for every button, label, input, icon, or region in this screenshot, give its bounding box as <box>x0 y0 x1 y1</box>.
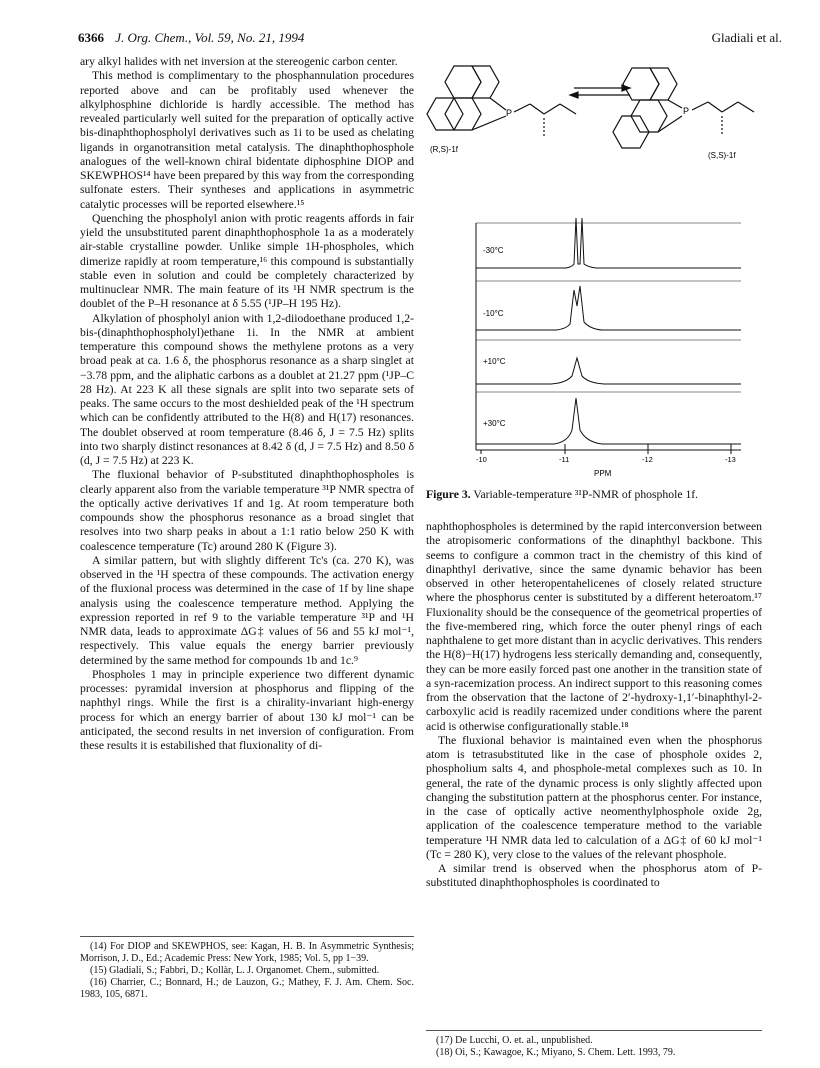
axis-label-ppm: PPM <box>594 469 612 478</box>
footnote: (18) Oi, S.; Kawagoe, K.; Miyano, S. Chem. Lett. 1993, 79. <box>436 1047 676 1058</box>
footnote-rule <box>80 936 414 937</box>
body-paragraph: This method is complimentary to the phosphannulation procedures reported above and can be profitably used whenever the alkylphosphine dichloride is hardly accessible. The method has revealed particularly well suited for the preparation of optically active bis-dinaphthophospholyl derivatives such as 1i to be used as chelating ligands in organotransition metal catalysis. The dinaphthophosphole analogues of the well-known chiral bidentate diphosphine DIOP and SKEWPHOS¹⁴ have been prepared by this way from the corresponding sulfonate esters. Their syntheses and applications in asymmetric catalytic processes will be reported elsewhere.¹⁵ <box>80 69 414 211</box>
footnote: (15) Gladiali, S.; Fabbri, D.; Kollàr, L. J. Organomet. Chem., submitted. <box>90 965 380 976</box>
temp-label-plus-10: +10°C <box>483 357 506 366</box>
caption-label: Figure 3. <box>426 488 471 501</box>
body-paragraph: The fluxional behavior of P-substituted dinaphthophospholes is clearly apparent also from the variable temperature ³¹P NMR spectra of the optically active derivatives 1f and 1g. At room temperature both compounds show the phosphorus resonance as a broad singlet that resolves into two sharp peaks in about a 1:1 ratio below 250 K with coalescence temperature (Tc) around 280 K (Figure 3). <box>80 468 414 553</box>
phosphorus-atom-right: P <box>683 106 690 116</box>
page-number: 6366 <box>78 30 104 45</box>
figure-3-graphic <box>426 58 762 498</box>
structure-r-s-1f <box>427 66 576 138</box>
footnotes-left <box>80 936 414 1001</box>
body-paragraph: A similar trend is observed when the phosphorus atom of P-substituted dinaphthophospholes is coordinated to <box>426 862 762 890</box>
structure-label-right: (S,S)-1f <box>708 151 736 160</box>
temp-label-plus-30: +30°C <box>483 419 506 428</box>
footnote: (17) De Lucchi, O. et. al., unpublished. <box>436 1035 593 1046</box>
body-paragraph: Alkylation of phospholyl anion with 1,2-diiodoethane produced 1,2-bis-(dinaphthophospholyl)ethane 1i. In the NMR at ambient temperature this compound shows the methylene protons as a very broad peak at ca. 1.6 δ, the phosphorus resonance as a sharp singlet at −3.78 ppm, and the aliphatic carbons as a doublet at 21.27 ppm (¹JP–C 28 Hz). At 223 K all these signals are split into two separate sets of peaks. The same occurs to the most deshielded peak of the ¹H spectrum which can be confidently attributed to the H(8) and H(17) resonances. The doublet observed at room temperature (8.46 δ, J = 7.5 Hz) splits into two sharply distinct resonances at 8.42 δ (d, J = 7.5 Hz) and 8.50 δ (d, J = 7.5 Hz) at 223 K. <box>80 311 415 467</box>
body-paragraph: ary alkyl halides with net inversion at the stereogenic carbon center. <box>80 55 398 68</box>
trace-minus-10 <box>476 286 741 330</box>
phosphorus-atom-left: P <box>506 108 513 118</box>
axis-tick-10: -10 <box>476 455 487 464</box>
footnote: (16) Charrier, C.; Bonnard, H.; de Lauzon, G.; Mathey, F. J. Am. Chem. Soc. 1983, 105, 6871. <box>80 977 414 1000</box>
body-paragraph: naphthophospholes is determined by the rapid interconversion between the atropisomeric conformations of the dinaphthyl backbone. This seems to configure a common tract in the chemistry of this kind of dinaphthyl derivative, since the same dynamic behavior has been observed in other heteropentahelicenes of closely related structure where the phosphorus center is substituted by a different heteroatom.¹⁷ Fluxionality should be the consequence of the geometrical properties of the five-membered ring, which force the outer phenyl rings of each naphthalene to get more distant than in acyclic derivatives. This renders the H(8)−H(17) hydrogens less sterically demanding and, consequently, they can be more easily forced past one another in the transition state of a syn-racemization process. An indirect support to this reasoning comes from the observation that the lactone of 2′-hydroxy-1,1′-binaphthyl-2-carboxylic acid is readily racemized under conditions where the parent acid is otherwise configurationally stable.¹⁸ <box>426 520 762 733</box>
axis-tick-13: -13 <box>725 455 736 464</box>
footnotes-right <box>426 1030 762 1059</box>
trace-plus-10 <box>476 358 741 384</box>
body-paragraph: The fluxional behavior is maintained even when the phosphorus atom is tetrasubstituted like in the case of phosphole oxides 2, phospholium salts 4, and phosphole-metal complexes such as 10. In general, the rate of the dynamic process is only slightly affected upon changing the substitution pattern at the phosphorus center. For instance, in the case of optically active neomenthylphosphole oxide 2g, application of the coalescence temperature method to the variable temperature ¹H NMR data led to calculation of a ΔG‡ of 60 kJ mol⁻¹ (Tc = 280 K), very close to the values of the relevant phosphole. <box>426 733 762 861</box>
left-column <box>80 55 414 753</box>
body-paragraph: Quenching the phospholyl anion with protic reagents affords in fair yield the unsubstituted parent dinaphthophosphole 1a as a moderately air-stable crystalline powder. Unlike simple 1H-phospholes, which dimerize rapidly at room temperature,¹⁶ this compound is substantially stable even in solution and could be completely characterized by multinuclear NMR. The main feature of its ¹H NMR spectrum is the doublet of the P–H resonance at δ 5.55 (¹JP–H 195 Hz). <box>80 211 414 311</box>
caption-text: Variable-temperature ³¹P-NMR of phosphole 1f. <box>473 488 699 501</box>
journal-citation: J. Org. Chem., Vol. 59, No. 21, 1994 <box>115 30 305 45</box>
footnote-rule <box>426 1030 762 1031</box>
axis-tick-12: -12 <box>642 455 653 464</box>
footnote: (14) For DIOP and SKEWPHOS, see: Kagan, H. B. In Asymmetric Synthesis; Morrison, J. D., Ed.; Academic Press: New York, 1985; Vol. 5, pp 1−39. <box>80 941 414 964</box>
body-paragraph: A similar pattern, but with slightly different Tc's (ca. 270 K), was observed in the ¹H spectra of these compounds. The activation energy of the fluxional process was determined in the case of 1f by line shape analysis using the coalescence temperature method. Applying the expression reported in ref 9 to the variable temperature ³¹P and ¹H NMR data, leads to approximate ΔG‡ values of 56 and 55 kJ mol⁻¹, respectively. This value equals the energy barrier previously determined by the same method for compounds 1b and 1c.⁹ <box>80 553 414 667</box>
figure-caption <box>426 488 762 502</box>
running-header <box>78 30 782 48</box>
figure-3 <box>426 58 762 498</box>
nmr-spectra-frame <box>476 223 741 450</box>
axis-tick-11: -11 <box>559 455 570 464</box>
temp-label-minus-30: -30°C <box>483 246 504 255</box>
nmr-spectrum-traces <box>476 218 741 444</box>
running-author: Gladiali et al. <box>711 30 782 45</box>
ppm-axis <box>481 444 731 454</box>
trace-minus-30 <box>476 218 741 268</box>
right-column <box>426 520 762 891</box>
equilibrium-arrows <box>570 85 630 98</box>
trace-plus-30 <box>476 398 741 444</box>
temp-label-minus-10: -10°C <box>483 309 504 318</box>
structure-label-left: (R,S)-1f <box>430 145 458 154</box>
body-paragraph: Phospholes 1 may in principle experience two different dynamic processes: pyramidal inversion at phosphorus and flipping of the naphthyl rings. While the first is a chirality-invariant high-energy process for which an energy barrier of about 130 kJ mol⁻¹ can be anticipated, the second results in net inversion of configuration. From these results it is estabilished that fluxionality of di- <box>80 667 414 752</box>
